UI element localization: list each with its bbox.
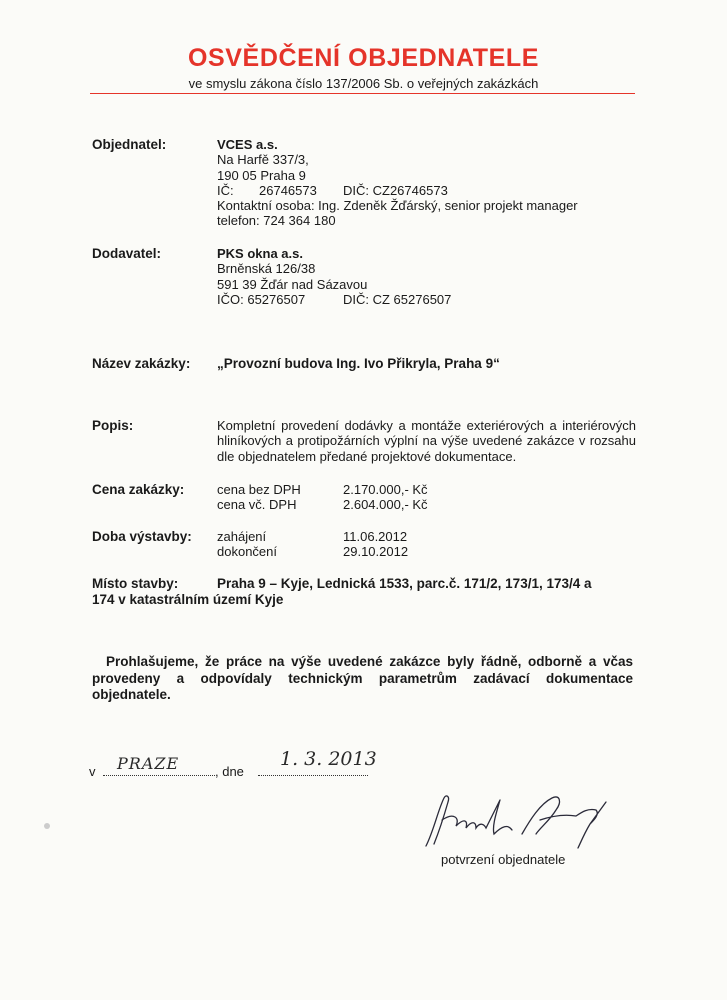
date-label: , dne xyxy=(215,764,244,779)
signature-caption: potvrzení objednatele xyxy=(441,852,566,867)
dodavatel-name: PKS okna a.s. xyxy=(217,246,303,261)
cena-row-2 xyxy=(217,497,428,512)
objednatel-dic-label: DIČ: xyxy=(343,182,369,198)
doba-label: Doba výstavby: xyxy=(92,529,192,544)
place-handwritten: PRAZE xyxy=(117,754,180,773)
title-divider xyxy=(90,93,635,94)
zakazka-value: „Provozní budova Ing. Ivo Přikryla, Praha 9“ xyxy=(217,356,500,371)
cena-block xyxy=(217,482,428,513)
dodavatel-street: Brněnská 126/38 xyxy=(217,261,316,277)
date-dotted-line xyxy=(258,775,368,776)
signature-image xyxy=(420,790,620,850)
cena-label: Cena zakázky: xyxy=(92,482,185,497)
dodavatel-block xyxy=(217,246,451,307)
objednatel-street: Na Harfě 337/3, xyxy=(217,152,309,168)
document-title: OSVĚDČENÍ OBJEDNATELE xyxy=(187,44,540,72)
objednatel-label: Objednatel: xyxy=(92,137,167,152)
objednatel-phone: telefon: 724 364 180 xyxy=(217,213,336,229)
dodavatel-dic: DIČ: CZ 65276507 xyxy=(343,291,452,307)
zahajeni-value: 11.06.2012 xyxy=(343,529,408,544)
doba-row-2 xyxy=(217,544,408,559)
dodavatel-city: 591 39 Žďár nad Sázavou xyxy=(217,276,368,292)
popis-block xyxy=(217,418,636,464)
place-label: v xyxy=(89,764,96,779)
doba-row-1 xyxy=(217,529,408,544)
paper-smudge xyxy=(44,823,50,829)
objednatel-contact: Kontaktní osoba: Ing. Zdeněk Žďárský, senior projekt manager xyxy=(217,198,578,214)
declaration-line-2: provedeny a odpovídaly technickým parametrům zadávací dokumentace xyxy=(92,670,633,686)
dokonceni-label: dokončení xyxy=(217,544,277,560)
objednatel-ic-label: IČ: xyxy=(217,182,234,198)
doba-block xyxy=(217,529,408,560)
popis-line-3: dle objednatelem předané projektové dokumentace. xyxy=(217,448,517,464)
objednatel-dic: CZ26746573 xyxy=(372,182,448,198)
popis-line-2: hliníkových a protipožárních výplní na výše uvedené zakázce v rozsahu xyxy=(217,433,636,449)
objednatel-ic: 26746573 xyxy=(259,182,317,198)
place-dotted-line xyxy=(103,775,215,776)
misto-line-1: Praha 9 – Kyje, Lednická 1533, parc.č. 171/2, 173/1, 173/4 a xyxy=(217,576,592,591)
objednatel-city: 190 05 Praha 9 xyxy=(217,167,306,183)
zakazka-label: Název zakázky: xyxy=(92,356,191,371)
cena-row-1 xyxy=(217,482,428,497)
popis-line-1: Kompletní provedení dodávky a montáže exteriérových a interiérových xyxy=(217,418,636,433)
document-subtitle: ve smyslu zákona číslo 137/2006 Sb. o veřejných zakázkách xyxy=(188,76,539,91)
dokonceni-value: 29.10.2012 xyxy=(343,544,409,560)
dodavatel-label: Dodavatel: xyxy=(92,246,162,261)
zahajeni-label: zahájení xyxy=(217,529,267,544)
popis-label: Popis: xyxy=(92,418,134,433)
misto-line-2: 174 v katastrálním území Kyje xyxy=(92,592,284,607)
declaration-line-3: objednatele. xyxy=(92,687,171,702)
cena-vc-dph-value: 2.604.000,- Kč xyxy=(343,497,428,513)
date-handwritten: 1. 3. 2013 xyxy=(280,748,377,770)
cena-vc-dph-label: cena vč. DPH xyxy=(217,497,297,513)
dodavatel-ico: IČO: 65276507 xyxy=(217,291,306,307)
declaration-line-1: Prohlašujeme, že práce na výše uvedené zakázce byly řádně, odborně a včas xyxy=(106,654,633,669)
misto-label: Místo stavby: xyxy=(92,576,179,591)
cena-bez-dph-label: cena bez DPH xyxy=(217,482,301,497)
objednatel-ic-row xyxy=(217,183,578,198)
declaration xyxy=(92,654,633,704)
objednatel-block xyxy=(217,137,578,229)
cena-bez-dph-value: 2.170.000,- Kč xyxy=(343,482,428,497)
objednatel-name: VCES a.s. xyxy=(217,137,278,152)
dodavatel-ids-row xyxy=(217,292,451,307)
